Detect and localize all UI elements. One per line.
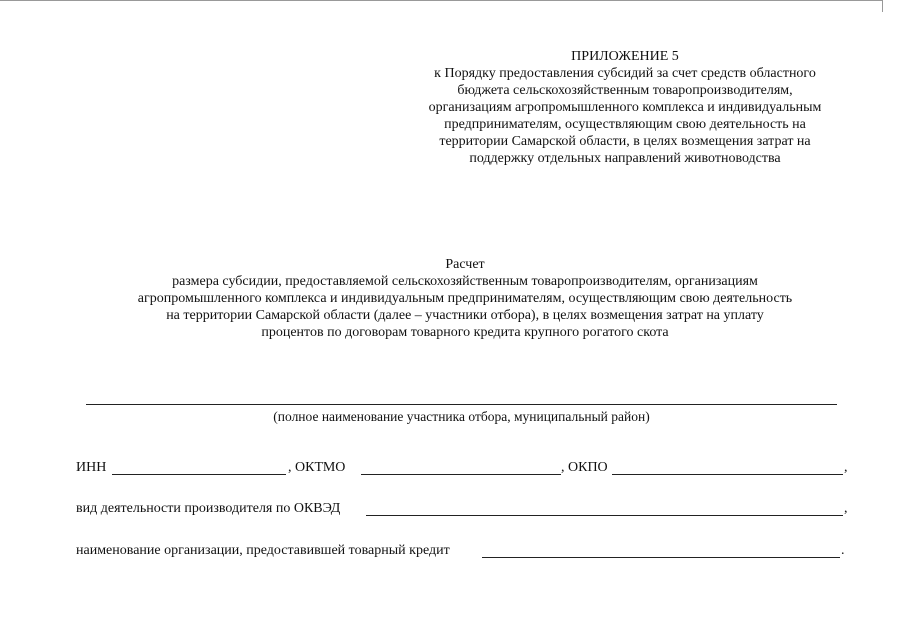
creditor-blank[interactable] — [482, 557, 840, 558]
okved-label: вид деятельности производителя по ОКВЭД — [76, 501, 341, 516]
appendix-line: территории Самарской области, в целях возмещения затрат на — [439, 134, 811, 149]
calculation-line: размера субсидии, предоставляемой сельскохозяйственным товаропроизводителям, организациям — [172, 274, 758, 289]
inn-blank[interactable] — [112, 474, 286, 475]
appendix-line: поддержку отдельных направлений животноводства — [469, 151, 781, 166]
calculation-title: Расчет — [445, 257, 485, 272]
okpo-blank[interactable] — [612, 474, 843, 475]
calculation-heading — [40, 256, 890, 341]
creditor-label: наименование организации, предоставившей товарный кредит — [76, 543, 450, 558]
calculation-line: процентов по договорам товарного кредита крупного рогатого скота — [261, 325, 669, 340]
calculation-line: агропромышленного комплекса и индивидуальным предпринимателям, осуществляющим свою деятельность — [137, 291, 793, 306]
participant-name-blank[interactable] — [86, 404, 837, 405]
row-end-punctuation: , — [844, 501, 848, 516]
appendix-header — [400, 48, 850, 167]
appendix-title: ПРИЛОЖЕНИЕ 5 — [571, 49, 679, 64]
page-right-border — [882, 0, 883, 12]
calculation-line: на территории Самарской области (далее – участники отбора), в целях возмещения затрат на уплату — [166, 308, 764, 323]
okpo-label: , ОКПО — [561, 460, 608, 475]
appendix-line: организациям агропромышленного комплекса и индивидуальным — [428, 100, 822, 115]
appendix-line: к Порядку предоставления субсидий за счет средств областного — [434, 66, 816, 81]
oktmo-label: , ОКТМО — [288, 460, 346, 475]
row-end-punctuation: , — [844, 460, 848, 475]
page-top-border — [0, 0, 882, 1]
inn-label: ИНН — [76, 460, 107, 475]
appendix-line: предпринимателям, осуществляющим свою деятельность на — [444, 117, 806, 132]
oktmo-blank[interactable] — [361, 474, 561, 475]
okved-blank[interactable] — [366, 515, 843, 516]
row-end-punctuation: . — [841, 543, 845, 558]
participant-name-caption: (полное наименование участника отбора, муниципальный район) — [273, 409, 650, 424]
appendix-line: бюджета сельскохозяйственным товаропроизводителям, — [457, 83, 793, 98]
